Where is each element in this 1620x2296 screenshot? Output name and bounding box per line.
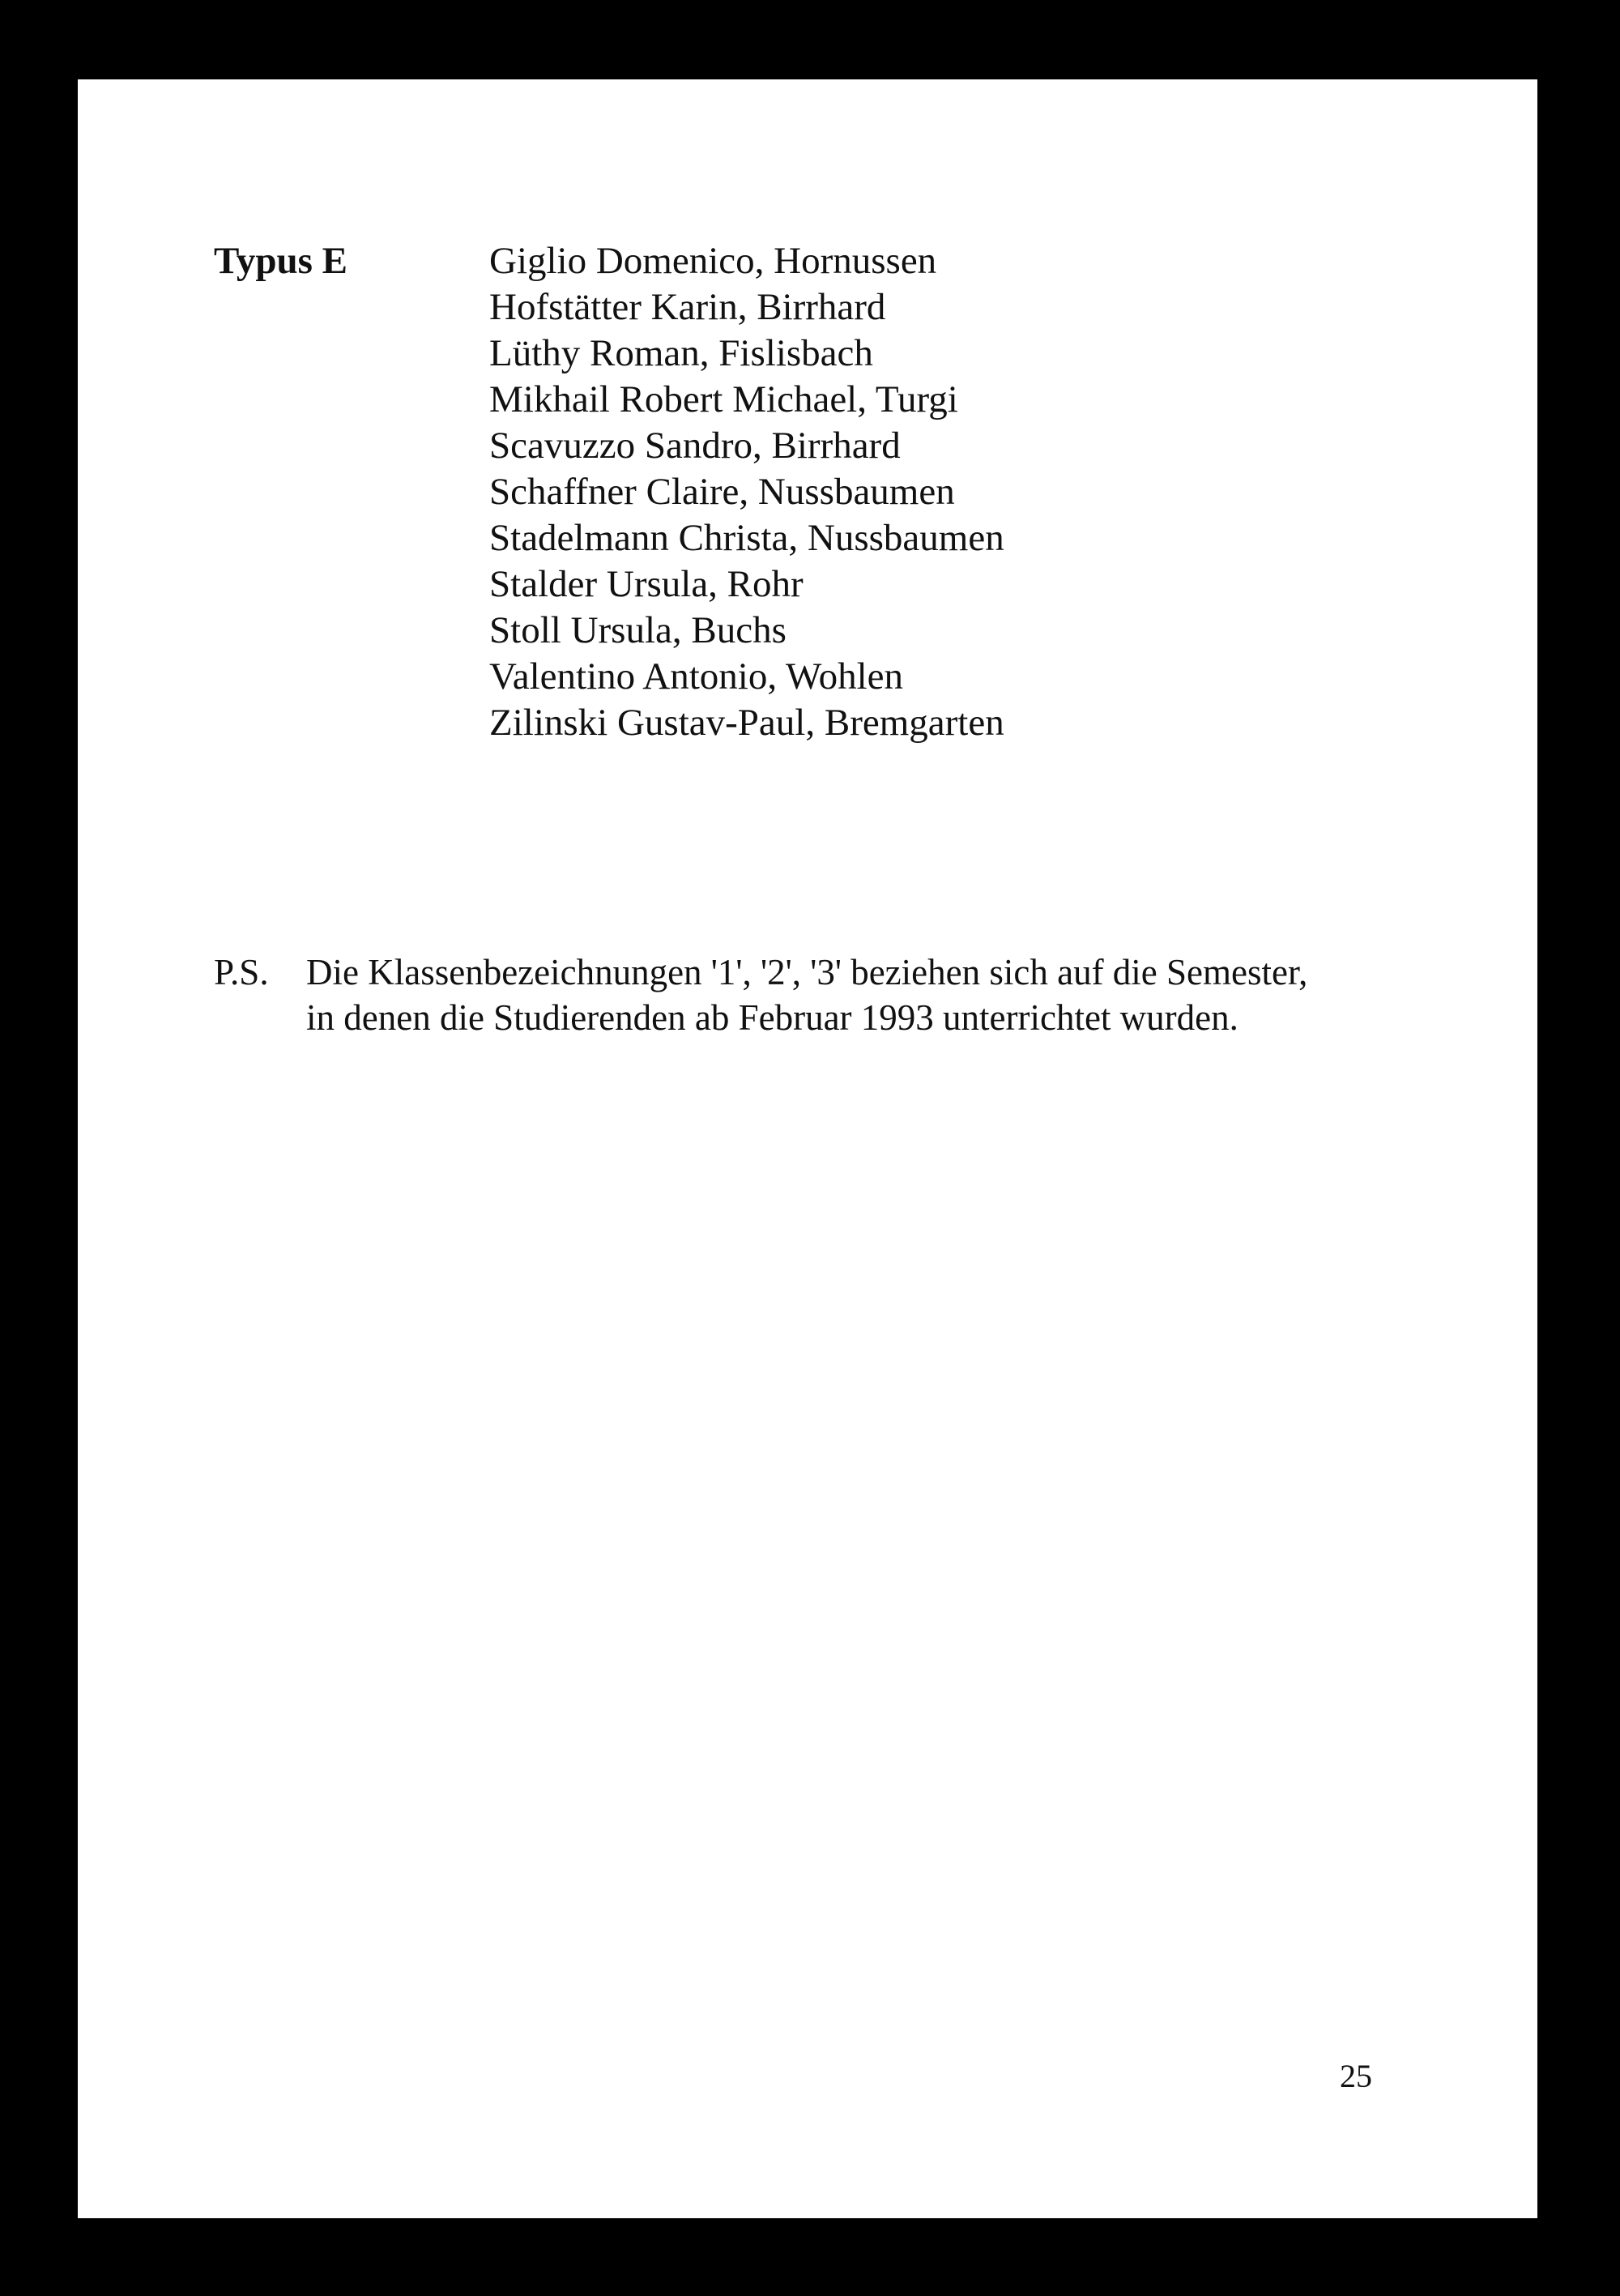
postscript-text [306, 950, 1307, 1040]
document-page [78, 79, 1537, 2218]
list-item: Lüthy Roman, Fislisbach [489, 332, 873, 374]
type-label: Typus E [214, 240, 348, 282]
page-number: 25 [1340, 2058, 1372, 2094]
list-item: Giglio Domenico, Hornussen [489, 240, 937, 282]
list-item: Stadelmann Christa, Nussbaumen [489, 517, 1004, 559]
list-item: Stoll Ursula, Buchs [489, 609, 787, 651]
postscript-label: P.S. [214, 952, 269, 992]
list-item: Stalder Ursula, Rohr [489, 563, 804, 605]
list-item: Hofstätter Karin, Birrhard [489, 286, 886, 328]
list-item: Valentino Antonio, Wohlen [489, 655, 904, 698]
postscript-line: in denen die Studierenden ab Februar 1993 unterrichtet wurden. [306, 997, 1238, 1038]
list-item: Scavuzzo Sandro, Birrhard [489, 425, 901, 467]
name-list [489, 238, 1004, 746]
list-item: Mikhail Robert Michael, Turgi [489, 378, 958, 420]
postscript-line: Die Klassenbezeichnungen '1', '2', '3' beziehen sich auf die Semester, [306, 952, 1308, 992]
list-item: Zilinski Gustav-Paul, Bremgarten [489, 702, 1004, 744]
list-item: Schaffner Claire, Nussbaumen [489, 471, 955, 513]
